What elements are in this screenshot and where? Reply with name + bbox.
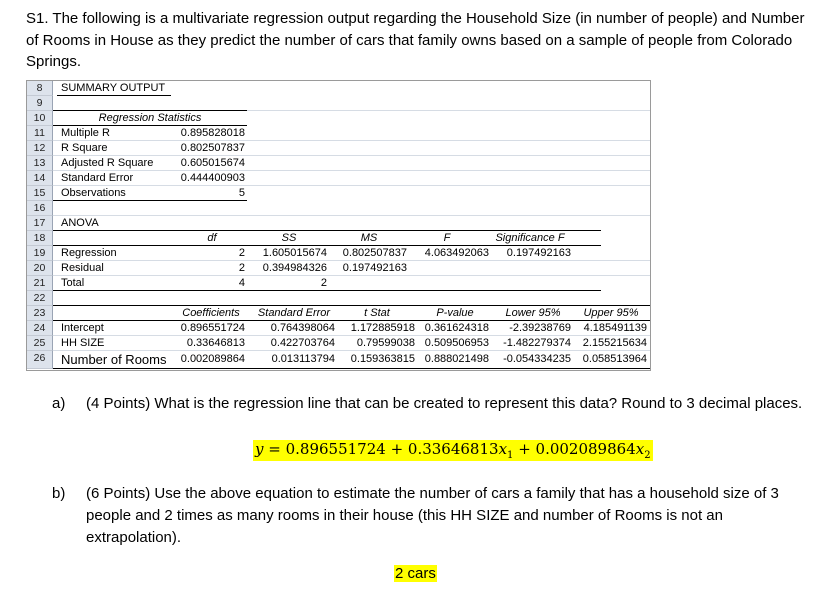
coef-lower-95: -0.054334235 — [503, 353, 571, 365]
summary-output-label: SUMMARY OUTPUT — [61, 82, 166, 94]
coef-standard-error: 0.422703764 — [270, 337, 335, 349]
row-number: 26 — [27, 351, 53, 369]
sheet-row — [27, 96, 650, 111]
stat-row — [27, 186, 650, 201]
row-number: 9 — [27, 96, 53, 111]
row-number: 17 — [27, 216, 53, 231]
coef-row — [27, 321, 650, 336]
anova-ss: 2 — [320, 277, 327, 289]
row-number: 14 — [27, 171, 53, 186]
anova-header-f: F — [443, 232, 451, 244]
anova-df: 2 — [238, 247, 245, 259]
anova-header-row — [27, 231, 650, 246]
sheet-row — [27, 81, 650, 96]
anova-header-ms: MS — [360, 232, 378, 244]
coef-p-value: 0.509506953 — [424, 337, 489, 349]
stat-value: 0.802507837 — [180, 142, 245, 154]
coef-p-value: 0.361624318 — [424, 322, 489, 334]
anova-ms: 0.802507837 — [342, 247, 407, 259]
regression-output-spreadsheet — [26, 80, 651, 371]
anova-row-label: Regression — [61, 247, 117, 259]
coef-lower-95: -2.39238769 — [509, 322, 571, 334]
eq-plus-2: + — [513, 440, 536, 458]
anova-header-significance: Significance F — [495, 232, 565, 244]
stat-row — [27, 156, 650, 171]
question-text: S1. The following is a multivariate regression output regarding the Household Size (in number of people) and Number of Rooms in House as they predict the number of cars that family owns based on a sample of people from Colorado Springs. — [26, 10, 805, 70]
eq-plus-1: + — [385, 440, 408, 458]
row-number: 18 — [27, 231, 53, 246]
coef-t-stat: 0.159363815 — [350, 353, 415, 365]
anova-header-ss: SS — [281, 232, 297, 244]
coef-row-label: HH SIZE — [61, 337, 105, 349]
coef-row-label: Number of Rooms — [61, 352, 167, 367]
coef-row-label: Intercept — [61, 322, 104, 334]
anova-header-df: df — [207, 232, 217, 244]
part-a-label: a) — [52, 395, 66, 412]
stat-value: 5 — [238, 187, 245, 199]
row-number: 25 — [27, 336, 53, 351]
part-b-answer: 2 cars — [395, 565, 436, 582]
stat-value: 0.444400903 — [180, 172, 245, 184]
eq-coef-1: 0.33646813 — [407, 440, 499, 458]
row-number: 11 — [27, 126, 53, 141]
anova-row-label: Residual — [61, 262, 104, 274]
stat-label: R Square — [61, 142, 108, 154]
coef-header-row — [27, 306, 650, 321]
coef-t-stat: 1.172885918 — [350, 322, 415, 334]
coef-coefficient: 0.896551724 — [180, 322, 245, 334]
stat-value: 0.605015674 — [180, 157, 245, 169]
stat-row — [27, 141, 650, 156]
coef-lower-95: -1.482279374 — [503, 337, 571, 349]
stat-label: Standard Error — [61, 172, 134, 184]
row-number: 12 — [27, 141, 53, 156]
anova-title: ANOVA — [61, 217, 99, 229]
coef-header-upper-95: Upper 95% — [583, 307, 639, 319]
row-number: 20 — [27, 261, 53, 276]
coef-header-coefficients: Coefficients — [182, 307, 240, 319]
eq-x2-sub: 2 — [644, 450, 651, 461]
anova-f: 4.063492063 — [424, 247, 489, 259]
coef-row — [27, 351, 650, 369]
row-number: 16 — [27, 201, 53, 216]
row-number: 21 — [27, 276, 53, 291]
coef-upper-95: 4.185491139 — [583, 322, 647, 334]
anova-row-label: Total — [61, 277, 85, 289]
part-a-question: (4 Points) What is the regression line that can be created to represent this data? Round to 3 decimal places. — [86, 395, 803, 412]
eq-x1: x — [498, 440, 508, 458]
anova-ms: 0.197492163 — [342, 262, 407, 274]
stat-row — [27, 171, 650, 186]
sheet-row — [27, 216, 650, 231]
regression-equation-answer — [253, 440, 653, 461]
sheet-row — [27, 201, 650, 216]
eq-coef-2: 0.002089864 — [535, 440, 636, 458]
eq-intercept: 0.896551724 — [285, 440, 386, 458]
eq-x1-sub: 1 — [507, 450, 514, 461]
anova-df: 2 — [238, 262, 245, 274]
anova-ss: 1.605015674 — [262, 247, 327, 259]
coef-header-t-stat: t Stat — [364, 307, 390, 319]
stat-row — [27, 126, 650, 141]
part-b-label: b) — [52, 485, 66, 502]
coef-header-lower-95: Lower 95% — [505, 307, 561, 319]
coef-coefficient: 0.002089864 — [180, 353, 245, 365]
anova-df: 4 — [238, 277, 245, 289]
anova-row — [27, 246, 650, 261]
coef-standard-error: 0.764398064 — [270, 322, 335, 334]
stat-label: Multiple R — [61, 127, 110, 139]
coef-header-p-value: P-value — [436, 307, 474, 319]
coef-upper-95: 2.155215634 — [582, 337, 647, 349]
sheet-row — [27, 291, 650, 306]
stat-label: Observations — [61, 187, 126, 199]
stat-value: 0.895828018 — [180, 127, 245, 139]
row-number: 23 — [27, 306, 53, 321]
coef-header-standard-error: Standard Error — [257, 307, 331, 319]
row-number: 24 — [27, 321, 53, 336]
anova-significance: 0.197492163 — [506, 247, 571, 259]
sheet-row — [27, 111, 650, 126]
stat-label: Adjusted R Square — [61, 157, 154, 169]
eq-y: y — [255, 440, 264, 458]
row-number: 22 — [27, 291, 53, 306]
coef-coefficient: 0.33646813 — [186, 337, 245, 349]
coef-standard-error: 0.013113794 — [271, 353, 335, 365]
row-number: 19 — [27, 246, 53, 261]
anova-row — [27, 261, 650, 276]
coef-row — [27, 336, 650, 351]
anova-ss: 0.394984326 — [262, 262, 327, 274]
eq-x2: x — [635, 440, 645, 458]
regression-statistics-header: Regression Statistics — [98, 112, 202, 124]
row-number: 8 — [27, 81, 53, 96]
row-number: 15 — [27, 186, 53, 201]
row-number: 10 — [27, 111, 53, 126]
coef-upper-95: 0.058513964 — [582, 353, 647, 365]
part-b-question: (6 Points) Use the above equation to estimate the number of cars a family that has a household size of 3 people and 2 times as many rooms in their house (this HH SIZE and number of Rooms is not an extrapolation). — [86, 485, 779, 546]
anova-row — [27, 276, 650, 291]
eq-equals: = — [263, 440, 286, 458]
row-number: 13 — [27, 156, 53, 171]
coef-t-stat: 0.79599038 — [356, 337, 415, 349]
coef-p-value: 0.888021498 — [424, 353, 489, 365]
